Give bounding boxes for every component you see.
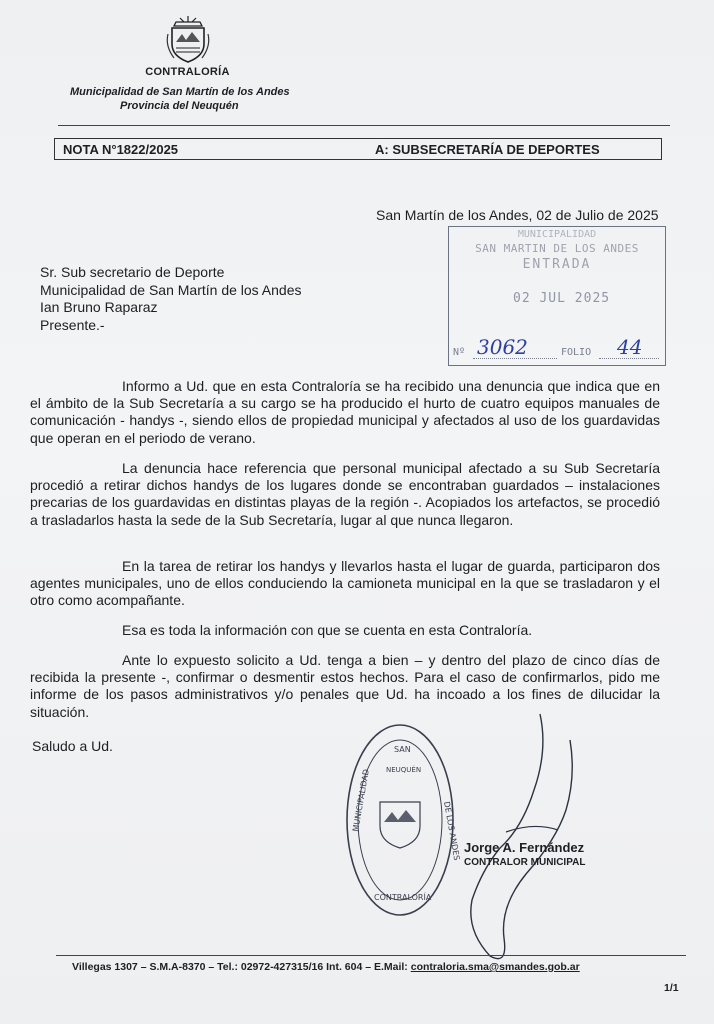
paragraph-3: En la tarea de retirar los handys y llevarlos hasta el lugar de guarda, participaron dos agentes municipales, uno de ellos conduciendo la camioneta municipal en la que se trasladaron y el otro como acompañante. xyxy=(30,558,660,609)
stamp-folio-handwritten: 44 xyxy=(617,335,643,359)
stamp-line-2: SAN MARTIN DE LOS ANDES xyxy=(475,242,639,255)
stamp-date: 02 JUL 2025 xyxy=(513,291,611,306)
municipal-crest-icon xyxy=(162,14,214,66)
footer-contact xyxy=(72,961,580,973)
recipient-line-2: Municipalidad de San Martín de los Andes xyxy=(40,281,302,298)
note-reference-box xyxy=(54,138,662,160)
org-title: CONTRALORÍA xyxy=(145,66,230,78)
svg-text:SAN: SAN xyxy=(394,745,411,754)
stamp-folio-label: FOLIO xyxy=(561,347,592,358)
header-divider xyxy=(58,125,670,126)
letterhead xyxy=(0,0,714,130)
svg-text:DE LOS ANDES: DE LOS ANDES xyxy=(442,800,462,862)
page-number: 1/1 xyxy=(664,982,679,994)
org-municipality: Municipalidad de San Martín de los Andes xyxy=(70,86,290,98)
paragraph-1: Informo a Ud. que en esta Contraloría se ha recibido una denuncia que indica que en el ámbito de la Sub Secretaría a su cargo se ha producido el hurto de cuatro equipos manuales de comunicación - handys -, siendo ellos de propiedad municipal y afectados al uso de los guardavidas que operan en el periodo de verano. xyxy=(30,378,660,446)
letter-date: San Martín de los Andes, 02 de Julio de 2025 xyxy=(376,207,659,223)
stamp-line-1: MUNICIPALIDAD xyxy=(517,229,597,240)
paragraph-5: Ante lo expuesto solicito a Ud. tenga a bien – y dentro del plazo de cinco días de recibida la presente -, confirmar o desmentir estos hechos. Para el caso de confirmarlos, pido me informe de los pasos administrativos y/o penales que Ud. ha incoado a los fines de dilucidar la situación. xyxy=(30,652,660,720)
stamp-number-label: Nº xyxy=(453,347,466,358)
stamp-number-handwritten: 3062 xyxy=(477,335,528,359)
org-province: Provincia del Neuquén xyxy=(120,100,239,112)
paragraph-4: Esa es toda la información con que se cuenta en esta Contraloría. xyxy=(122,622,533,638)
stamp-line-3: ENTRADA xyxy=(522,257,592,272)
recipient-block xyxy=(40,264,302,334)
recipient-line-3: Ian Bruno Raparaz xyxy=(40,299,158,315)
note-number: NOTA N°1822/2025 xyxy=(63,142,179,157)
recipient-line-1: Sr. Sub secretario de Deporte xyxy=(40,264,225,280)
greeting: Saludo a Ud. xyxy=(32,738,113,754)
footer-address: Villegas 1307 – S.M.A-8370 – Tel.: 02972-427315/16 Int. 604 – E.Mail: xyxy=(72,961,411,973)
svg-text:MUNICIPALIDAD: MUNICIPALIDAD xyxy=(351,768,371,833)
footer-divider xyxy=(56,955,686,956)
footer-email-link[interactable]: contraloria.sma@smandes.gob.ar xyxy=(410,961,580,973)
svg-text:NEUQUÉN: NEUQUÉN xyxy=(386,766,422,774)
signatory-role: CONTRALOR MUNICIPAL xyxy=(464,857,586,868)
signatory-name: Jorge A. Fernández xyxy=(464,840,585,855)
paragraph-2: La denuncia hace referencia que personal municipal afectado a su Sub Secretaría procedió a retirar dichos handys de los lugares donde se encontraban guardados – instalaciones precarias de los guardavidas en distintas playas de la región -. Acopiados los artefactos, se procedió a trasladarlos hasta la sede de la Sub Secretaría, lugar al que nunca llegaron. xyxy=(30,460,660,528)
recipient-line-4: Presente.- xyxy=(40,316,105,333)
reception-stamp xyxy=(448,226,666,366)
svg-text:CONTRALORÍA: CONTRALORÍA xyxy=(374,893,432,902)
note-addressee: A: SUBSECRETARÍA DE DEPORTES xyxy=(375,142,600,157)
